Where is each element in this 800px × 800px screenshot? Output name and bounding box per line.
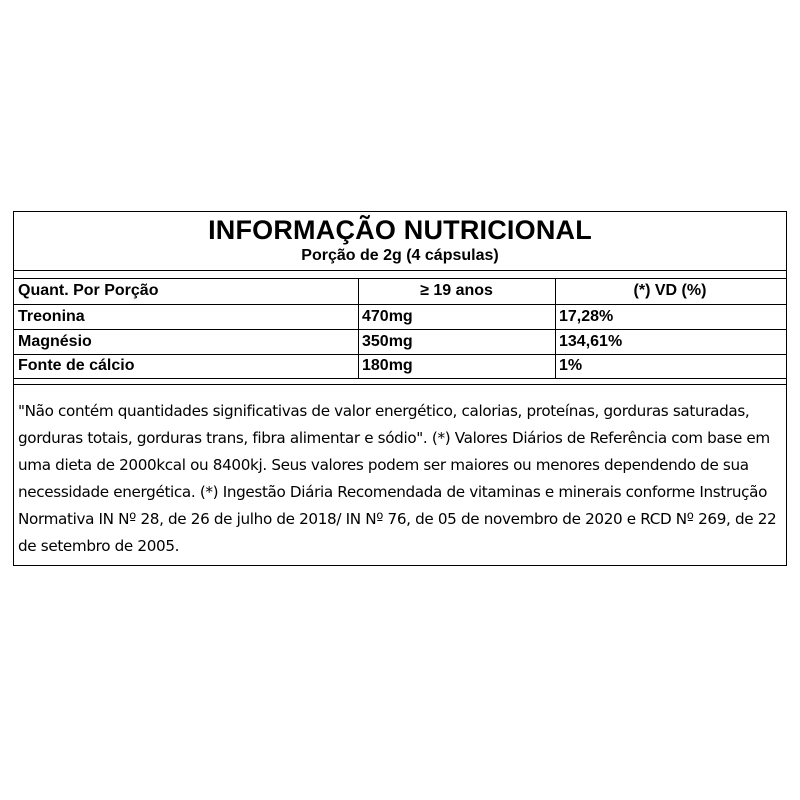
nutrient-amount: 350mg [362, 333, 413, 350]
nutrient-name: Magnésio [18, 333, 92, 350]
divider [14, 270, 786, 271]
nutrient-name: Treonina [18, 308, 85, 325]
column-header-dv: (*) VD (%) [633, 282, 707, 299]
footnote-text: "Não contém quantidades significativas de valor energético, calorias, proteínas, gorduras saturadas, gorduras totais, gorduras trans, fibra alimentar e sódio". (*) Valores Diários de Referência com base em uma dieta de 2000kcal ou 8400kj. Seus valores podem ser maiores ou menores dependendo de sua necessidade energética. (*) Ingestão Diária Recomendada de vitaminas e minerais conforme Instrução Normativa IN Nº 28, de 26 de julho de 2018/ IN Nº 76, de 05 de novembro de 2020 e RCD Nº 269, de 22 de setembro de 2005. [18, 402, 777, 555]
nutrient-dv: 1% [559, 357, 583, 374]
nutrient-dv: 17,28% [559, 308, 614, 325]
serving-size: Porção de 2g (4 cápsulas) [301, 247, 499, 264]
nutrition-facts-label [13, 211, 787, 566]
divider [14, 378, 786, 379]
column-header-age: ≥ 19 anos [420, 282, 493, 299]
nutrient-amount: 470mg [362, 308, 413, 325]
column-header-quantity: Quant. Por Porção [18, 282, 159, 299]
label-title: INFORMAÇÃO NUTRICIONAL [208, 215, 592, 245]
nutrient-name: Fonte de cálcio [18, 357, 135, 374]
nutrient-amount: 180mg [362, 357, 413, 374]
label-header [14, 212, 786, 270]
divider [14, 384, 786, 385]
nutrient-dv: 134,61% [559, 333, 623, 350]
